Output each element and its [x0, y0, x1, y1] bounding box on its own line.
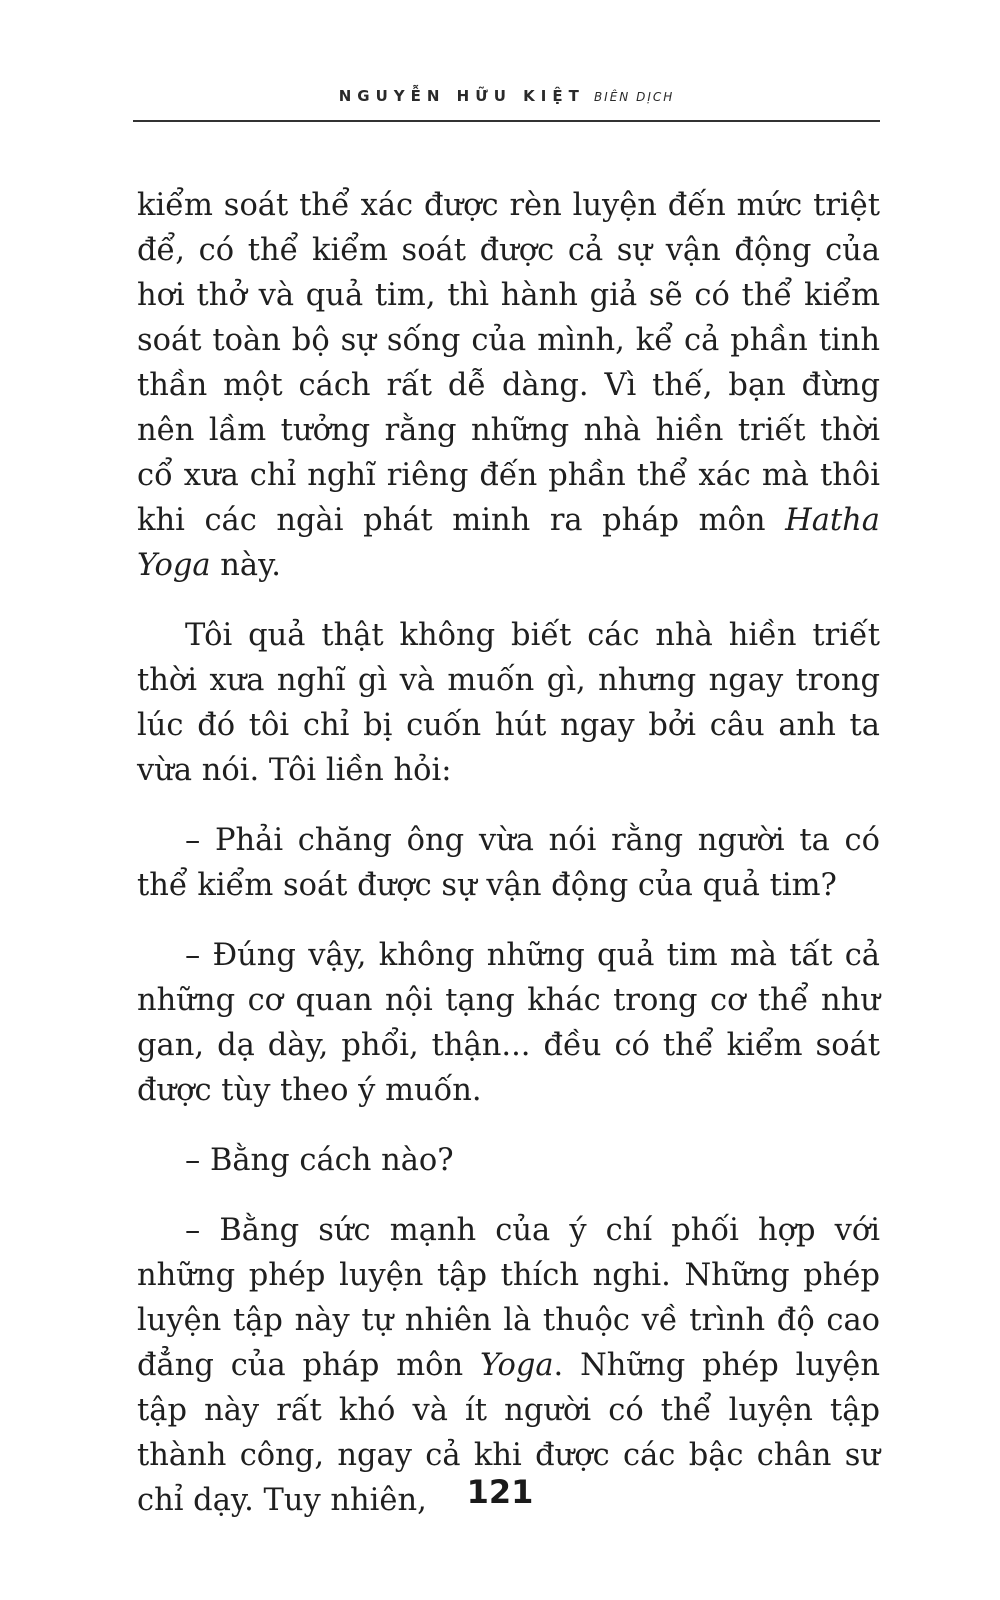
- paragraph-5: – Bằng cách nào?: [185, 1143, 454, 1178]
- paragraph-1-text: kiểm soát thể xác được rèn luyện đến mức triệt để, có thể kiểm soát được cả sự vận động của hơi thở và quả tim, thì hành giả sẽ có thể kiểm soát toàn bộ sự sống của mình, kể cả phần tinh thần một cách rất dễ dàng. Vì thế, bạn đừng nên lầm tưởng rằng những nhà hiền triết thời cổ xưa chỉ nghĩ riêng đến phần thể xác mà thôi khi các ngài phát minh ra pháp môn: [137, 188, 880, 538]
- paragraph-6-tail: . Những phép luyện tập này rất khó và ít người có thể luyện tập thành công, ngay cả khi được các bậc chân sư chỉ dạy. Tuy nhiên,: [137, 1348, 880, 1518]
- paragraph-4: – Đúng vậy, không những quả tim mà tất cả những cơ quan nội tạng khác trong cơ thể như gan, dạ dày, phổi, thận... đều có thể kiểm soát được tùy theo ý muốn.: [137, 938, 880, 1108]
- page-body: [137, 183, 880, 1548]
- paragraph-6-text: – Bằng sức mạnh của ý chí phối hợp với những phép luyện tập thích nghi. Những phép luyện tập này tự nhiên là thuộc về trình độ cao đẳng của pháp môn: [137, 1213, 880, 1383]
- paragraph-1: [137, 183, 880, 588]
- page-number: 121: [466, 1473, 534, 1511]
- paragraph-3: – Phải chăng ông vừa nói rằng người ta có thể kiểm soát được sự vận động của quả tim?: [137, 823, 880, 903]
- paragraph-1-italic: Hatha Yoga: [137, 503, 880, 583]
- running-header: [133, 86, 880, 122]
- header-role: BIÊN DỊCH: [593, 90, 675, 104]
- paragraph-2: Tôi quả thật không biết các nhà hiền triết thời xưa nghĩ gì và muốn gì, nhưng ngay trong lúc đó tôi chỉ bị cuốn hút ngay bởi câu anh ta vừa nói. Tôi liền hỏi:: [137, 618, 880, 788]
- paragraph-1-tail: này.: [210, 548, 281, 583]
- paragraph-6-italic: Yoga: [479, 1348, 554, 1383]
- header-author: NGUYỄN HỮU KIỆT: [338, 87, 585, 105]
